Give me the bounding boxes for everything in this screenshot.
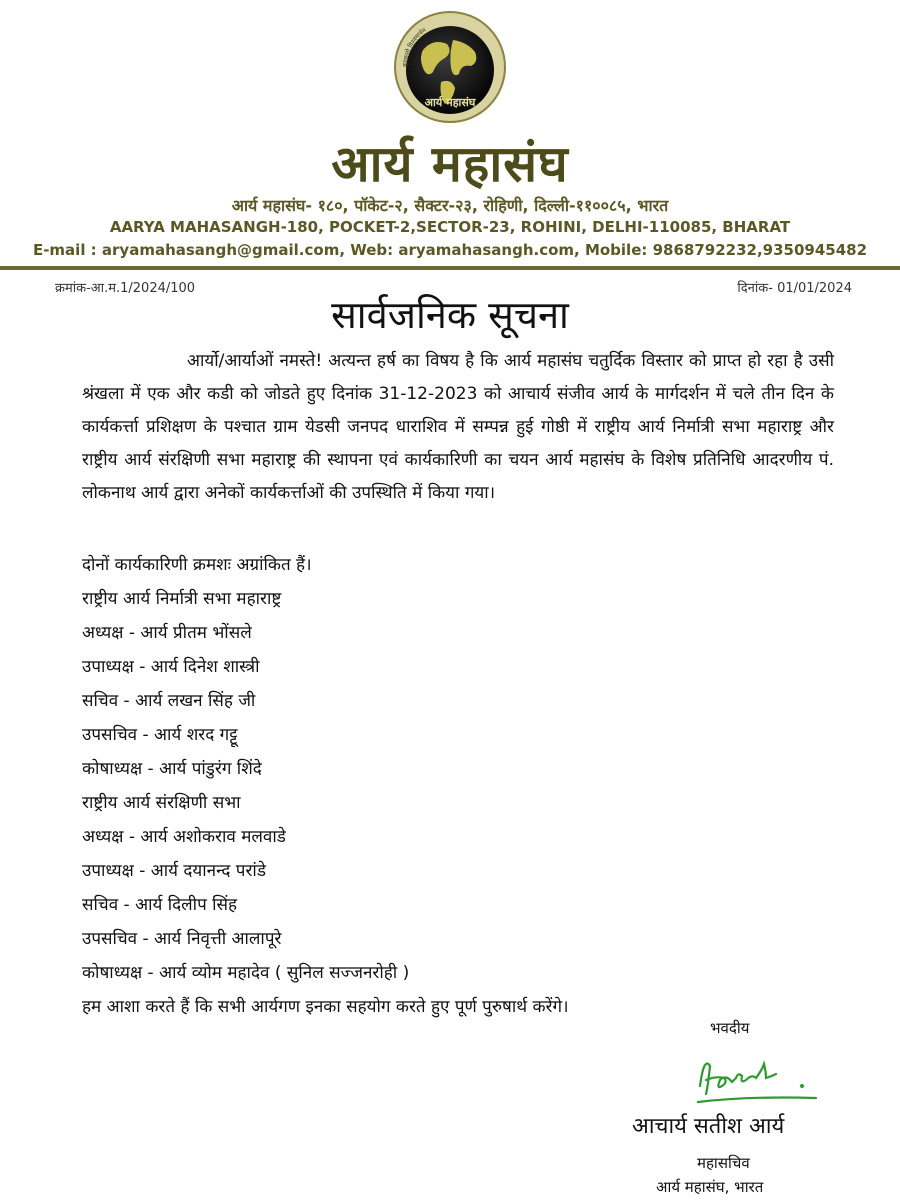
closing-line: हम आशा करते हैं कि सभी आर्यगण इनका सहयोग करते हुए पूर्ण पुरुषार्थ करेंगे।	[82, 997, 569, 1017]
intro-line: दोनों कार्यकारिणी क्रमशः अग्रांकित हैं।	[82, 555, 312, 575]
notice-date: दिनांक- 01/01/2024	[737, 281, 852, 296]
notice-body: आर्यो/आर्याओं नमस्ते! अत्यन्त हर्ष का विषय है कि आर्य महासंघ चतुर्दिक विस्तार को प्राप्त हो रहा है उसी श्रंखला में एक और कडी को जोडते हुए दिनांक 31-12-2023 को आचार्य संजीव आर्य के मार्गदर्शन में चले तीन दिन के कार्यकर्त्ता प्रशिक्षण के पश्चात ग्राम येडसी जनपद धाराशिव में सम्पन्न हुई गोष्ठी में राष्ट्रीय आर्य निर्मात्री सभा महाराष्ट्र और राष्ट्रीय आर्य संरक्षिणी सभा महाराष्ट्र की स्थापना एवं कार्यकारिणी का चयन आर्य महासंघ के विशेष प्रतिनिधि आदरणीय पं. लोकनाथ आर्य द्वारा अनेकों कार्यकर्त्ताओं की उपस्थिति में किया गया।	[82, 351, 834, 503]
list-item: कोषाध्यक्ष - आर्य पांडुरंग शिंदे	[82, 759, 262, 779]
list-item: सचिव - आर्य लखन सिंह जी	[82, 691, 256, 711]
list-item: उपाध्यक्ष - आर्य दयानन्द परांडे	[82, 861, 266, 881]
list-item: उपसचिव - आर्य शरद गट्टू	[82, 725, 238, 745]
signer-name: आचार्य सतीश आर्य	[632, 1114, 785, 1139]
signer-designation: महासचिव	[697, 1154, 750, 1172]
organization-title: आर्य महासंघ	[331, 134, 569, 193]
list-item: सचिव - आर्य दिलीप सिंह	[82, 895, 238, 915]
logo-caption: आर्य महासंघ	[424, 96, 476, 109]
list-item: अध्यक्ष - आर्य प्रीतम भोंसले	[82, 623, 252, 643]
contact-line: E-mail : aryamahasangh@gmail.com, Web: aryamahasangh.com, Mobile: 9868792232,9350945482	[32, 241, 868, 259]
list-item: कोषाध्यक्ष - आर्य व्योम महादेव ( सुनिल सज्जनरोही )	[82, 963, 410, 983]
salutation: भवदीय	[710, 1019, 750, 1037]
header-divider	[0, 266, 900, 270]
address-english: AARYA MAHASANGH-180, POCKET-2,SECTOR-23, ROHINI, DELHI-110085, BHARAT	[109, 218, 791, 236]
signer-organization: आर्य महासंघ, भारत	[656, 1178, 764, 1196]
list-item: उपसचिव - आर्य निवृत्ती आलापूरे	[82, 929, 282, 949]
committee1-title: राष्ट्रीय आर्य निर्मात्री सभा महाराष्ट्र	[82, 589, 282, 609]
logo-arc-text: कृण्वन्तो विश्वमार्यम	[401, 26, 428, 68]
address-hindi: आर्य महासंघ- १८०, पॉकेट-२, सैक्टर-२३, रोहिणी, दिल्ली-११००८५, भारत	[231, 196, 669, 215]
list-item: अध्यक्ष - आर्य अशोकराव मलवाडे	[82, 827, 286, 847]
list-item: उपाध्यक्ष - आर्य दिनेश शास्त्री	[82, 657, 260, 677]
globe-logo-icon	[393, 10, 507, 124]
reference-number: क्रमांक-आ.म.1/2024/100	[55, 281, 196, 296]
notice-title: सार्वजनिक सूचना	[331, 293, 569, 337]
handwritten-signature-icon	[692, 1046, 822, 1108]
committee2-title: राष्ट्रीय आर्य संरक्षिणी सभा	[82, 793, 241, 813]
